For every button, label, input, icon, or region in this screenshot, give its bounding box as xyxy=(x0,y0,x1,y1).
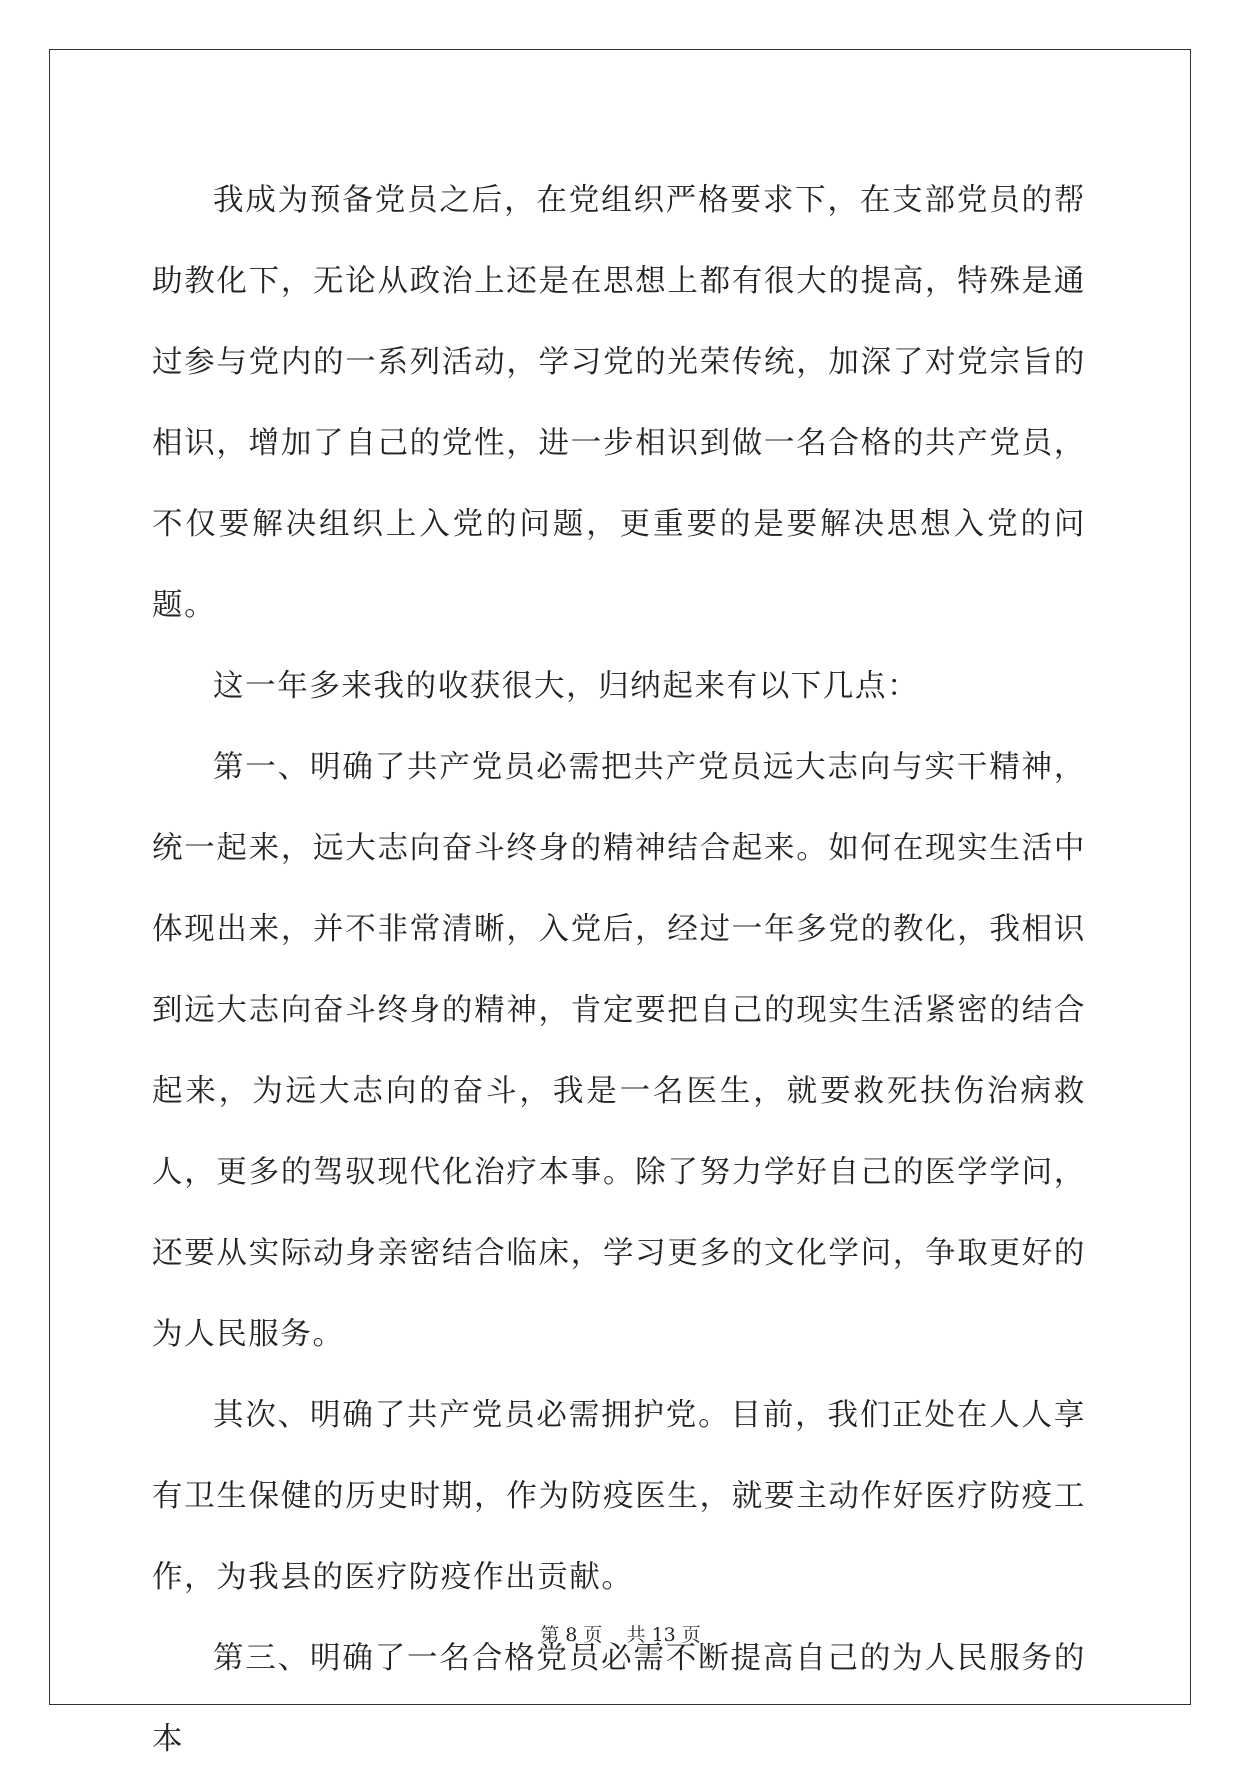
paragraph: 我成为预备党员之后，在党组织严格要求下，在支部党员的帮助教化下，无论从政治上还是在思想上都有很大的提高，特殊是通过参与党内的一系列活动，学习党的光荣传统，加深了对党宗旨的相识，增加了自己的党性，进一步相识到做一名合格的共产党员，不仅要解决组织上入党的问题，更重要的是要解决思想入党的问题。 xyxy=(152,183,1086,623)
page-number-footer: 第 8 页 共 13 页 xyxy=(540,1624,701,1646)
paragraph: 其次、明确了共产党员必需拥护党。目前，我们正处在人人享有卫生保健的历史时期，作为防疫医生，就要主动作好医疗防疫工作，为我县的医疗防疫作出贡献。 xyxy=(152,1398,1086,1595)
paragraph: 这一年多来我的收获很大，归纳起来有以下几点： xyxy=(213,669,920,704)
paragraph: 第三、明确了一名合格党员必需不断提高自己的为人民服务的本 xyxy=(152,1641,1086,1757)
paragraph: 第一、明确了共产党员必需把共产党员远大志向与实干精神，统一起来，远大志向奋斗终身的精神结合起来。如何在现实生活中体现出来，并不非常清晰，入党后，经过一年多党的教化，我相识到远大志向奋斗终身的精神，肯定要把自己的现实生活紧密的结合起来，为远大志向的奋斗，我是一名医生，就要救死扶伤治病救人，更多的驾驭现代化治疗本事。除了努力学好自己的医学学问，还要从实际动身亲密结合临床，学习更多的文化学问，争取更好的为人民服务。 xyxy=(152,750,1086,1352)
document-body xyxy=(152,160,1086,1780)
